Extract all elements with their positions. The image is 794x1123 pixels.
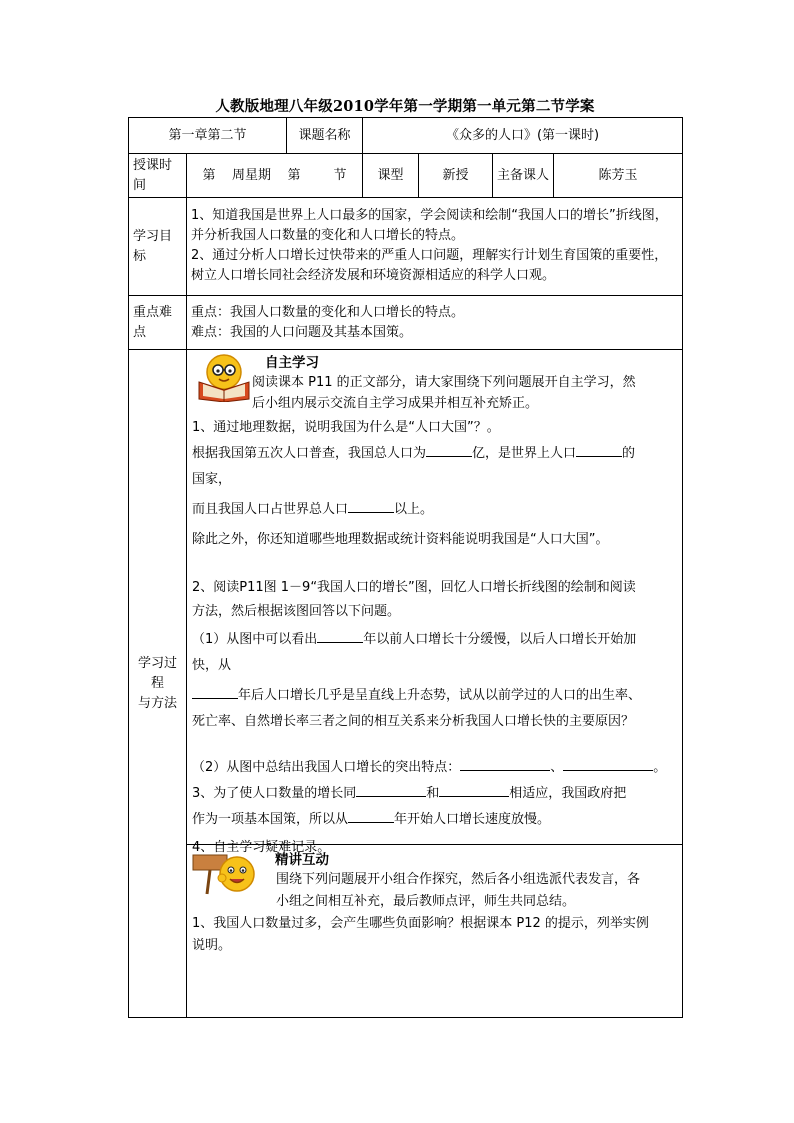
keypoints-row <box>129 296 683 350</box>
schedule-row <box>129 154 683 198</box>
answer-blank[interactable] <box>439 782 509 797</box>
goal-item: 1、知道我国是世界上人口最多的国家，学会阅读和绘制“我国人口的增长”折线图，并分析我国人口数量的变化和人口增长的特点。 <box>191 208 668 243</box>
section-divider <box>187 844 682 845</box>
question-4: 4、自主学习疑难记录。 <box>192 840 331 855</box>
question-1-c: 除此之外，你还知道哪些地理数据或统计资料能说明我国是“人口大国”。 <box>192 532 609 547</box>
document-title: 人教版地理八年级2010学年第一学期第一单元第二节学案 <box>215 98 595 115</box>
goals-label: 学习目标 <box>129 198 187 296</box>
topic-label: 课题名称 <box>287 118 363 154</box>
key-point: 重点：我国人口数量的变化和人口增长的特点。 <box>191 304 465 320</box>
interactive-heading: 精讲互动 <box>275 852 329 868</box>
question-1-b: 而且我国人口占世界总人口 以上。 <box>192 497 676 523</box>
answer-blank[interactable] <box>576 442 622 457</box>
question-2-1: （1）从图中可以看出 年以前人口增长十分缓慢，以后人口增长开始加 <box>192 627 676 653</box>
type-label: 课型 <box>363 154 419 198</box>
answer-blank[interactable] <box>563 756 653 771</box>
prep-value: 陈芳玉 <box>554 154 683 198</box>
answer-blank[interactable] <box>426 442 472 457</box>
goal-item: 2、通过分析人口增长过快带来的严重人口问题，理解实行计划生育国策的重要性，树立人口增长同社会经济发展和环境资源相适应的科学人口观。 <box>191 248 668 283</box>
process-content <box>187 350 683 1018</box>
interactive-body: 围绕下列问题展开小组合作探究，然后各小组选派代表发言，各 小组之间相互补充，最后教师点评，师生共同总结。 1、我国人口数量过多，会产生哪些负面影响？根据课本 P12 的提示，列举实例 说明。 <box>192 869 676 957</box>
discussion-question-1: 1、我国人口数量过多，会产生哪些负面影响？根据课本 P12 的提示，列举实例 <box>192 916 649 931</box>
time-label: 授课时间 <box>129 154 187 198</box>
answer-blank[interactable] <box>348 498 394 513</box>
keypoints-label: 重点难点 <box>129 296 187 350</box>
prep-label: 主备课人 <box>493 154 554 198</box>
question-1: 1、通过地理数据，说明我国为什么是“人口大国”？。 <box>192 420 500 435</box>
goals-row <box>129 198 683 296</box>
answer-blank[interactable] <box>192 684 238 699</box>
lesson-plan-table <box>128 117 683 1018</box>
process-label: 学习过 程 与方法 <box>129 350 187 1018</box>
type-value: 新授 <box>419 154 493 198</box>
answer-blank[interactable] <box>460 756 550 771</box>
goals-content <box>187 198 683 296</box>
self-study-heading: 自主学习 <box>265 355 319 371</box>
answer-blank[interactable] <box>356 782 426 797</box>
hard-point: 难点：我国的人口问题及其基本国策。 <box>191 324 413 340</box>
keypoints-content <box>187 296 683 350</box>
chapter-cell: 第一章第二节 <box>129 118 287 154</box>
question-2: 2、阅读P11图 1－9“我国人口的增长”图，回忆人口增长折线图的绘制和阅读 <box>192 580 636 595</box>
question-3: 3、为了使人口数量的增长同 和 相适应，我国政府把 <box>192 781 676 807</box>
answer-blank[interactable] <box>348 808 394 823</box>
answer-blank[interactable] <box>317 628 363 643</box>
header-row <box>129 118 683 154</box>
self-study-body: 阅读课本 P11 的正文部分，请大家围绕下列问题展开自主学习，然 后小组内展示交流自主学习成果并相互补充矫正。 1、通过地理数据，说明我国为什么是“人口大国”？。 根据我国第五次人口普查，我国总人口为 亿，是世界上人口 的 国家， 而且我国人口占世界总人口 以上。 除此之外，你还知道哪些地理数据或统计资料能说明我国是“人口大国”。 2、阅读P11图 1－9“我国人口的增长”图，回忆人口增长折线图的绘制和阅读 方法，然后根据该图回答以下问题。 （1）从图中可以看出 年以前人口增长十分缓慢，以后人口增长开始加 快，从 年后人口增长几乎是呈直线上升态势，试从以前学过的人口的出生率、 死亡率、自然增长率三者之间的相互关系来分析我国人口增长快的主要原因？ （2）从图中总结出我国人口增长的突出特点： 、 。 3、为了使人口数量的增长同 和 相适应，我国政府把 作为一项基本国策，所以从 年开始人口增长速度放慢。 4、自主学习疑难记录。 <box>192 372 676 861</box>
question-2-2: （2）从图中总结出我国人口增长的突出特点： 、 。 <box>192 755 676 781</box>
time-value: 第 周星期 第 节 <box>187 154 363 198</box>
question-1-a: 根据我国第五次人口普查，我国总人口为 亿，是世界上人口 的 <box>192 441 676 467</box>
process-row <box>129 350 683 1018</box>
topic-title: 《众多的人口》(第一课时) <box>363 118 683 154</box>
